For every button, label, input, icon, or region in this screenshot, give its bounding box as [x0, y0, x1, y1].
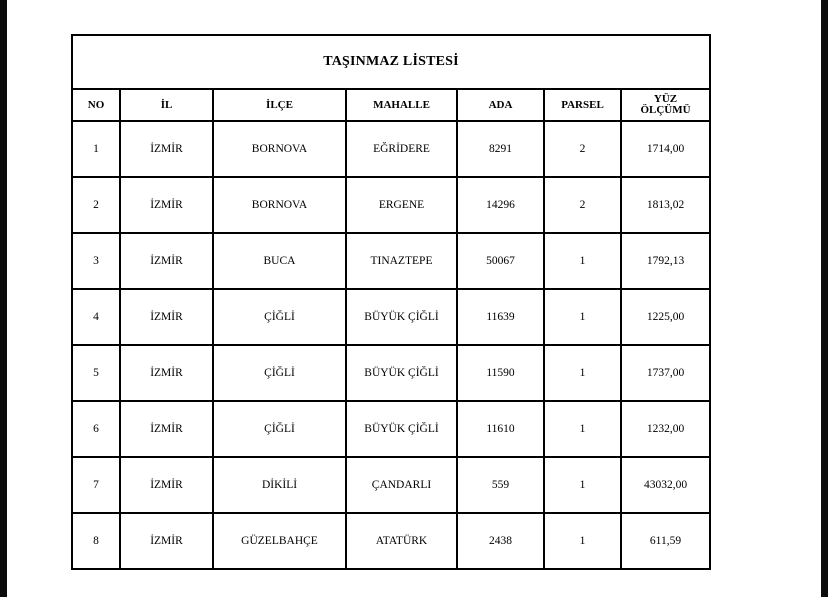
cell-no: 7 — [72, 457, 120, 513]
cell-yuz-olcumu: 1232,00 — [621, 401, 710, 457]
cell-mahalle: EĞRİDERE — [346, 121, 457, 177]
cell-il: İZMİR — [120, 233, 213, 289]
cell-ilce: BORNOVA — [213, 177, 346, 233]
cell-yuz-olcumu: 611,59 — [621, 513, 710, 569]
table-row — [72, 457, 710, 513]
table-title: TAŞINMAZ LİSTESİ — [72, 35, 710, 89]
cell-mahalle: BÜYÜK ÇİĞLİ — [346, 289, 457, 345]
cell-ilce: DİKİLİ — [213, 457, 346, 513]
cell-il: İZMİR — [120, 177, 213, 233]
column-header-ada: ADA — [457, 89, 544, 121]
cell-mahalle: ÇANDARLI — [346, 457, 457, 513]
viewer-right-border — [821, 0, 828, 597]
cell-parsel: 1 — [544, 401, 621, 457]
cell-il: İZMİR — [120, 289, 213, 345]
cell-mahalle: BÜYÜK ÇİĞLİ — [346, 345, 457, 401]
cell-parsel: 1 — [544, 457, 621, 513]
cell-parsel: 1 — [544, 513, 621, 569]
cell-il: İZMİR — [120, 401, 213, 457]
table-row — [72, 345, 710, 401]
column-header-no: NO — [72, 89, 120, 121]
cell-ada: 2438 — [457, 513, 544, 569]
cell-no: 8 — [72, 513, 120, 569]
cell-no: 2 — [72, 177, 120, 233]
cell-no: 6 — [72, 401, 120, 457]
cell-ada: 559 — [457, 457, 544, 513]
cell-yuz-olcumu: 1225,00 — [621, 289, 710, 345]
cell-no: 4 — [72, 289, 120, 345]
table-row — [72, 513, 710, 569]
cell-yuz-olcumu: 1792,13 — [621, 233, 710, 289]
cell-yuz-olcumu: 1714,00 — [621, 121, 710, 177]
cell-ada: 14296 — [457, 177, 544, 233]
cell-il: İZMİR — [120, 121, 213, 177]
viewer-left-border — [0, 0, 7, 597]
cell-ada: 11639 — [457, 289, 544, 345]
table-row — [72, 401, 710, 457]
cell-ilce: BORNOVA — [213, 121, 346, 177]
cell-ilce: GÜZELBAHÇE — [213, 513, 346, 569]
cell-ada: 8291 — [457, 121, 544, 177]
column-header-yuz-line1: YÜZ — [653, 93, 678, 105]
table-body — [72, 121, 710, 569]
column-header-yuz-olcumu — [621, 89, 710, 121]
table-row — [72, 289, 710, 345]
column-header-ilce: İLÇE — [213, 89, 346, 121]
cell-parsel: 1 — [544, 233, 621, 289]
cell-parsel: 1 — [544, 289, 621, 345]
table-row — [72, 177, 710, 233]
cell-il: İZMİR — [120, 457, 213, 513]
table-row — [72, 121, 710, 177]
cell-ilce: BUCA — [213, 233, 346, 289]
cell-il: İZMİR — [120, 513, 213, 569]
cell-ilce: ÇİĞLİ — [213, 345, 346, 401]
column-header-mahalle: MAHALLE — [346, 89, 457, 121]
cell-no: 3 — [72, 233, 120, 289]
cell-ada: 50067 — [457, 233, 544, 289]
cell-ilce: ÇİĞLİ — [213, 289, 346, 345]
column-header-yuz-line2: ÖLÇÜMÜ — [640, 104, 691, 116]
property-table — [71, 34, 711, 570]
header-row — [72, 89, 710, 121]
cell-il: İZMİR — [120, 345, 213, 401]
column-header-il: İL — [120, 89, 213, 121]
cell-yuz-olcumu: 1813,02 — [621, 177, 710, 233]
cell-ada: 11590 — [457, 345, 544, 401]
table-row — [72, 233, 710, 289]
cell-mahalle: ERGENE — [346, 177, 457, 233]
cell-ilce: ÇİĞLİ — [213, 401, 346, 457]
cell-yuz-olcumu: 43032,00 — [621, 457, 710, 513]
column-header-parsel: PARSEL — [544, 89, 621, 121]
cell-parsel: 2 — [544, 121, 621, 177]
cell-parsel: 2 — [544, 177, 621, 233]
cell-parsel: 1 — [544, 345, 621, 401]
cell-no: 1 — [72, 121, 120, 177]
cell-no: 5 — [72, 345, 120, 401]
cell-ada: 11610 — [457, 401, 544, 457]
cell-mahalle: TINAZTEPE — [346, 233, 457, 289]
cell-mahalle: ATATÜRK — [346, 513, 457, 569]
cell-yuz-olcumu: 1737,00 — [621, 345, 710, 401]
cell-mahalle: BÜYÜK ÇİĞLİ — [346, 401, 457, 457]
